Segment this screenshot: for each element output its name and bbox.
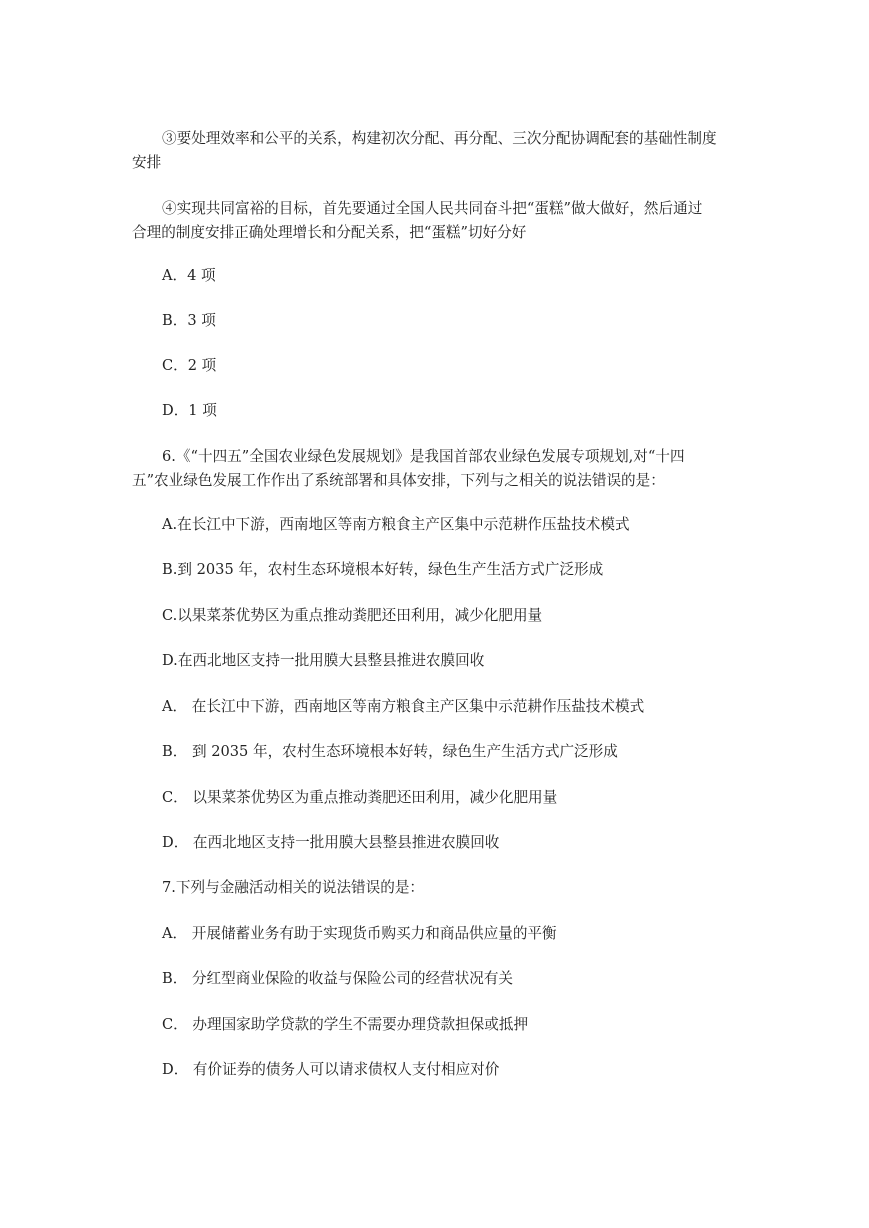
q6-stem-line-2: 五”农业绿色发展工作作出了系统部署和具体安排，下列与之相关的说法错误的是：	[132, 472, 665, 489]
statement-4-line-2: 合理的制度安排正确处理增长和分配关系，把“蛋糕”切好分好	[132, 224, 527, 241]
q6-option-b: B． 到 2035 年，农村生态环境根本好转，绿色生产生活方式广泛形成	[162, 743, 618, 760]
q7-option-d: D． 有价证券的债务人可以请求债权人支付相应对价	[162, 1061, 500, 1078]
q6-statement-b: B.到 2035 年，农村生态环境根本好转，绿色生产生活方式广泛形成	[162, 561, 604, 578]
q5-option-b: B．3 项	[162, 312, 216, 329]
q7-stem: 7.下列与金融活动相关的说法错误的是：	[162, 879, 425, 896]
q6-statement-d: D.在西北地区支持一批用膜大县整县推进农膜回收	[162, 652, 485, 669]
q7-option-c: C． 办理国家助学贷款的学生不需要办理贷款担保或抵押	[162, 1016, 529, 1033]
statement-4-line-1: ④实现共同富裕的目标，首先要通过全国人民共同奋斗把“蛋糕”做大做好，然后通过	[162, 200, 703, 217]
statement-3-line-2: 安排	[132, 154, 162, 171]
q6-stem-line-1: 6.《“十四五”全国农业绿色发展规划》是我国首部农业绿色发展专项规划,对“十四	[162, 448, 685, 465]
q7-option-b: B． 分红型商业保险的收益与保险公司的经营状况有关	[162, 970, 514, 987]
q5-option-a: A．4 项	[162, 267, 216, 284]
q6-statement-c: C.以果菜茶优势区为重点推动粪肥还田利用，减少化肥用量	[162, 607, 543, 624]
q6-option-d: D． 在西北地区支持一批用膜大县整县推进农膜回收	[162, 834, 500, 851]
q5-option-d: D．1 项	[162, 402, 217, 419]
q7-option-a: A． 开展储蓄业务有助于实现货币购买力和商品供应量的平衡	[162, 925, 557, 942]
q6-statement-a: A.在长江中下游，西南地区等南方粮食主产区集中示范耕作压盐技术模式	[162, 516, 630, 533]
q6-option-a: A． 在长江中下游，西南地区等南方粮食主产区集中示范耕作压盐技术模式	[162, 698, 645, 715]
q5-option-c: C．2 项	[162, 357, 217, 374]
statement-3-line-1: ③要处理效率和公平的关系，构建初次分配、再分配、三次分配协调配套的基础性制度	[162, 130, 717, 147]
q6-option-c: C． 以果菜茶优势区为重点推动粪肥还田利用，减少化肥用量	[162, 789, 558, 806]
